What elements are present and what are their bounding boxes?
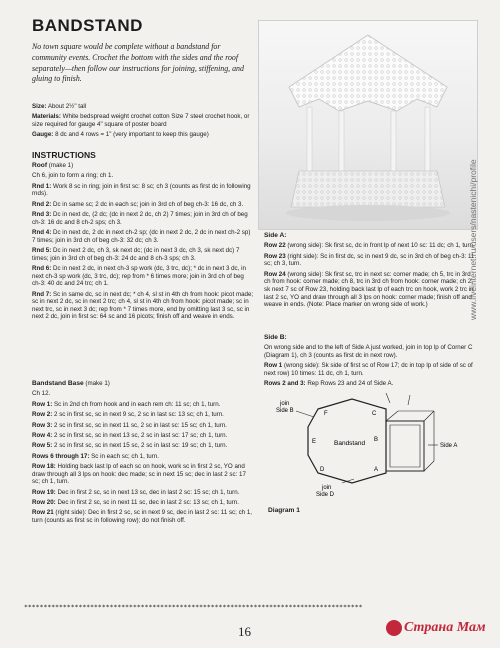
roof-heading: Roof (make 1) — [32, 162, 74, 169]
instruction-row: Row 23 (right side): Sc in first dc, sc in next 9 dc, sc in 3rd ch of beg ch-3: 11 sc; ch 3, turn. — [264, 252, 475, 268]
size-line: Size: About 2½" tall — [32, 103, 87, 110]
instruction-row: Rows 6 through 17: Sc in each sc; ch 1, turn. — [32, 452, 159, 460]
side-a-label: Side A — [440, 443, 458, 449]
join-side-b-label: join Side B — [276, 401, 294, 414]
svg-text:E: E — [312, 439, 317, 445]
svg-text:F: F — [324, 411, 328, 417]
instruction-row: Rnd 1: Work 8 sc in ring; join in first sc: 8 sc; ch 3 (counts as first dc in following rnds). — [32, 182, 251, 198]
side-b-heading: Side B: — [264, 334, 287, 341]
instruction-row: Rnd 4: Dc in next dc, 2 dc in next ch-2 sp; (dc in next 2 dc, 2 dc in next ch-2 sp) 7 times; join in 3rd ch of beg ch-3: 32 dc; ch 3. — [32, 229, 251, 244]
roof-section — [32, 162, 254, 324]
base-heading: Bandstand Base (make 1) — [32, 380, 110, 387]
instruction-row: Row 2: 2 sc in first sc, sc in next 9 sc, 2 sc in last sc: 13 sc; ch 1, turn. — [32, 411, 224, 419]
bandstand-illustration — [259, 21, 477, 229]
side-b-section — [264, 334, 476, 391]
instruction-row: Row 24 (wrong side): Sk first sc, trc in next sc: corner made; ch 5, trc in 3rd ch from hook: corner made; ch 8, trc in 3rd ch from hook: corner made; ch 2, sk next 7 sc of Row 23, holding back last lp of each trc on hook, work 2 trc in last 2 sc, YO and draw through all 3 lps on hook: corner made; finish off and weave in ends. (Note: Place marker on wrong side of work.) — [264, 270, 474, 309]
instruction-row: Rnd 2: Dc in same sc; 2 dc in each sc; join in 3rd ch of beg ch-3: 16 dc, ch 3. — [32, 200, 244, 208]
instruction-row: Rnd 6: Dc in next 2 dc, in next ch-3 sp work (dc, 3 trc, dc); * dc in next 3 dc, in next ch-3 sp work (dc, 3 trc, dc); rep from * 6 times more; join in 3rd ch of beg ch-3: 40 dc and 24 trc; ch 1. — [32, 265, 246, 288]
logo-icon — [386, 620, 402, 636]
instruction-row: Rnd 7: Sc in same dc, sc in next dc; * ch 4, sl st in 4th ch from hook: picot made; sc in next 2 dc, sc in next 2 trc; ch 4, sl st in 4th ch from hook: picot made; sc in next trc, sc in next 3 dc; rep from * 7 times more, end by omitting last 3 sc, sc in next 2 dc, join in first sc: 64 sc and 16 picots; finish off and weave in ends. — [32, 290, 254, 321]
instruction-row: Row 1: Sc in 2nd ch from hook and in each rem ch: 11 sc; ch 1, turn. — [32, 400, 221, 408]
bandstand-photo — [258, 20, 478, 230]
diagram-caption: Diagram 1 — [268, 507, 300, 514]
svg-text:A: A — [374, 467, 379, 473]
base-rows — [32, 390, 254, 524]
svg-text:B: B — [374, 437, 379, 443]
instruction-row: Row 5: 2 sc in first sc, sc in next 15 sc, 2 sc in last sc: 19 sc; ch 1, turn. — [32, 442, 228, 450]
watermark-url: www.liveinternet.ru/users/nastenichi/profile — [468, 159, 478, 320]
instruction-row: Rows 2 and 3: Rep Rows 23 and 24 of Side A. — [264, 380, 394, 388]
instructions-heading: INSTRUCTIONS — [32, 150, 96, 160]
materials-block — [32, 103, 254, 142]
instruction-row: Row 21 (right side): Dec in first 2 sc, sc in next 9 sc, dec in last 2 sc: 11 sc; ch 1, turn (counts as first sc in following row); do not finish off. — [32, 509, 252, 525]
instruction-row: Row 22 (wrong side): Sk first sc, dc in front lp of next 10 sc: 11 dc; ch 1, turn. — [264, 242, 475, 250]
instruction-row: Ch 12. — [32, 390, 51, 398]
intro-paragraph: No town square would be complete without a bandstand for community events. Crochet the bottom with the sides and the roof separately—then follow our instructions for joining, stiffening, and gluing to finish. — [32, 42, 244, 84]
side-b-rows — [264, 344, 476, 388]
side-a-outline — [386, 421, 424, 471]
instruction-row: On wrong side and to the left of Side A just worked, join in top lp of Corner C (Diagram 1), ch 3 (counts as first dc in next row). — [264, 344, 473, 359]
diagram-1 — [262, 385, 474, 503]
page-title: BANDSTAND — [32, 16, 143, 35]
instruction-row: Row 1 (wrong side): Sk side of first sc of Row 17; dc in top lp of side of sc of next row) 10 times: 11 dc, ch 1, turn. — [264, 362, 473, 377]
site-logo: Страна Мам — [404, 620, 486, 635]
base-section — [32, 380, 254, 527]
instruction-row: Row 3: 2 sc in first sc, sc in next 11 sc, 2 sc in last sc: 15 sc; ch 1, turn. — [32, 421, 227, 429]
side-a-rows — [264, 242, 476, 308]
roof-rows — [32, 172, 254, 321]
instruction-row: Rnd 3: Dc in next dc, (2 dc; (dc in next 2 dc, ch 2) 7 times; join in 3rd ch of beg ch-3: 16 dc and 8 ch-2 sps; ch 3. — [32, 211, 248, 226]
instruction-row: Row 4: 2 sc in first sc, sc in next 13 sc, 2 sc in last sc: 17 sc; ch 1, turn. — [32, 431, 228, 439]
divider-stars: *************************************************************************************** — [24, 604, 363, 611]
svg-text:D: D — [320, 467, 325, 473]
instruction-row: Row 18: Holding back last lp of each sc on hook, work sc in first 2 sc, YO and draw through all 3 lps on hook: dec made; sc in next 15 sc; dec in last 2 sc: 17 sc; ch 1, turn. — [32, 463, 246, 486]
instruction-row: Ch 6, join to form a ring; ch 1. — [32, 172, 114, 180]
side-a-section — [264, 232, 476, 312]
instruction-row: Rnd 5: Dc in next 2 dc, ch 3, sk next dc; (dc in next 3 dc, ch 3, sk next dc) 7 times; join in 3rd ch of beg ch-3: 24 dc and 8 ch-3 sps; ch 3. — [32, 247, 240, 262]
materials-line: Materials: White bedspread weight crochet cotton Size 7 steel crochet hook, or size required for gauge 4" square of poster board — [32, 113, 250, 128]
page-number: 16 — [238, 624, 251, 639]
gauge-line: Gauge: 8 dc and 4 rows = 1" (very important to keep this gauge) — [32, 131, 209, 139]
instruction-row: Row 19: Dec in first 2 sc, sc in next 13 sc, dec in last 2 sc: 15 sc; ch 1, turn. — [32, 488, 240, 496]
join-side-d-label: join Side D — [316, 485, 335, 498]
diagram-center-label: Bandstand — [334, 440, 366, 447]
instruction-row: Row 20: Dec in first 2 sc, sc in next 11 sc, dec in last 2 sc: 13 sc; ch 1, turn. — [32, 499, 239, 507]
svg-text:C: C — [372, 411, 377, 417]
side-a-heading: Side A: — [264, 232, 287, 239]
